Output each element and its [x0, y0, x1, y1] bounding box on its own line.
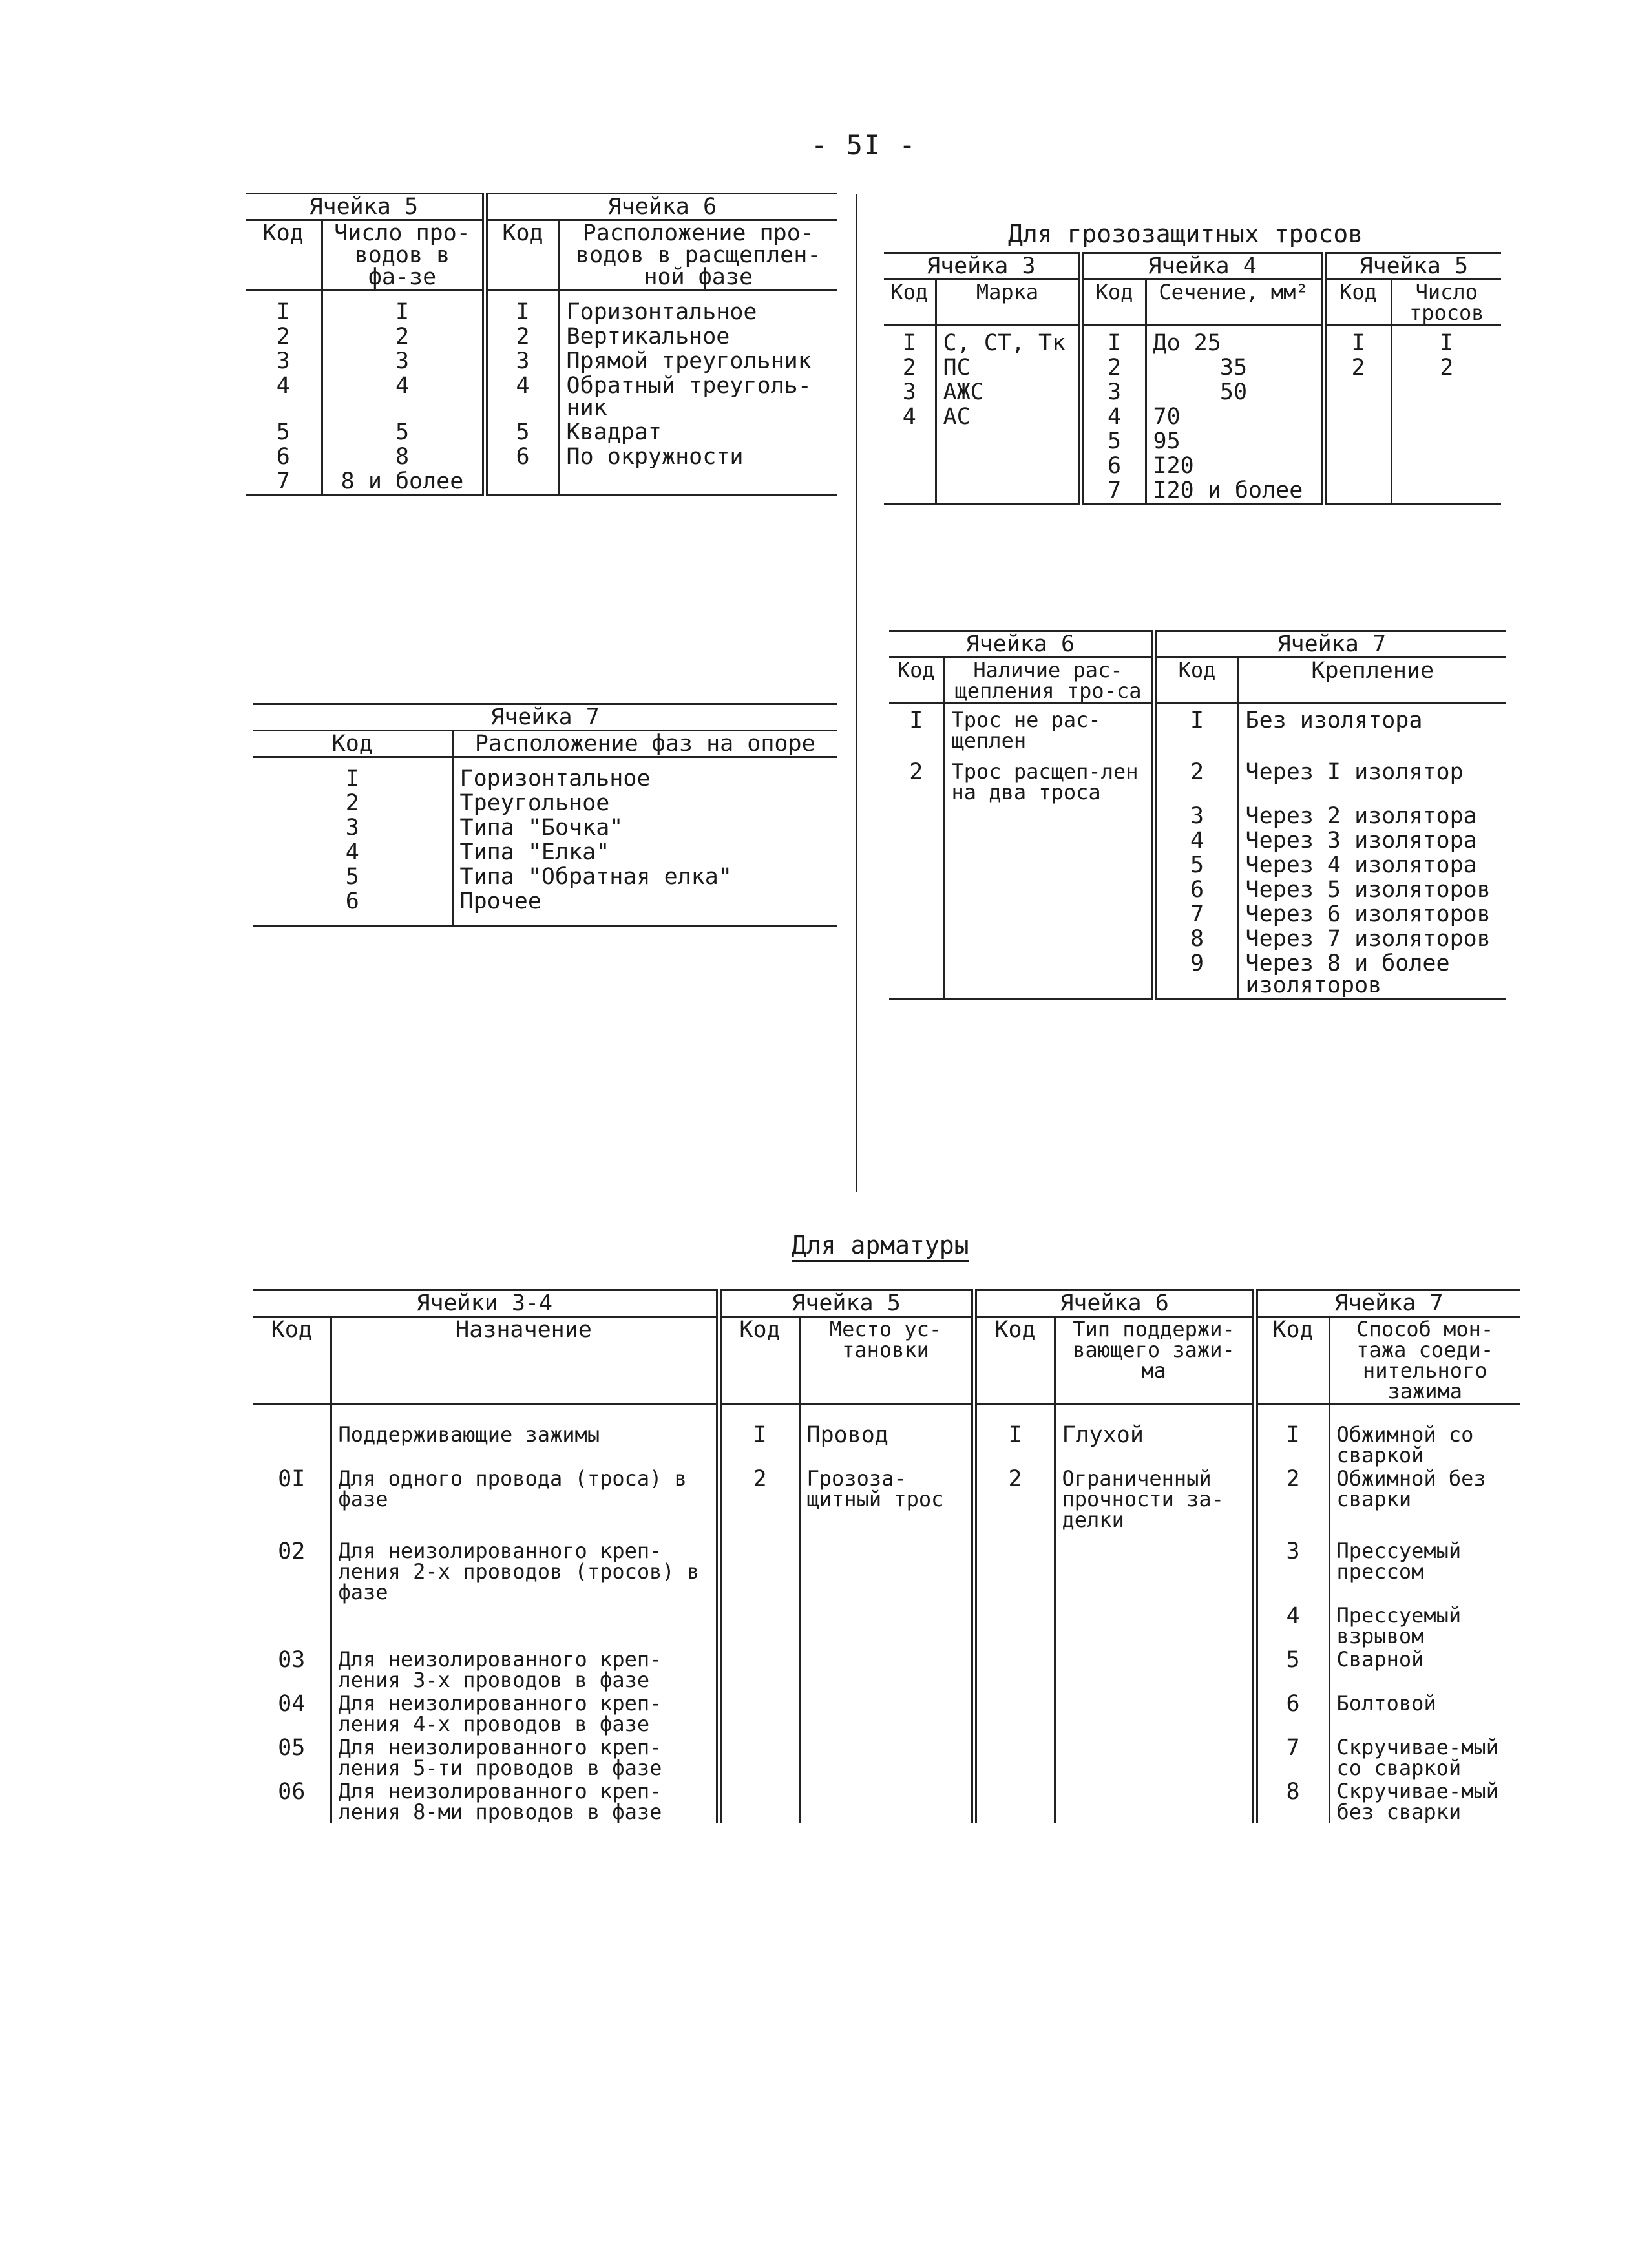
group-header: Ячейка 7 [1255, 1290, 1520, 1317]
table-row: 5 Через 4 изолятора [889, 853, 1506, 877]
table-row: 05 Для неизолированного креп-ления 5-ти проводов в фазе 7 Скручивае-мый со сваркой [253, 1736, 1520, 1780]
table-row: 6 Прочее [253, 889, 837, 927]
column-header: Код [1081, 280, 1146, 326]
table-row: 5 Типа "Обратная елка" [253, 865, 837, 889]
column-header: Код [884, 280, 936, 326]
group-header: Ячейка 4 [1081, 253, 1323, 280]
table-ground-wires [884, 252, 1501, 505]
table-row: 4 Через 3 изолятора [889, 828, 1506, 853]
group-header: Ячейка 5 [246, 194, 485, 220]
column-header: Число тросов [1391, 280, 1501, 326]
table-row: 9 Через 8 и более изоляторов [889, 951, 1506, 999]
column-header: Код [253, 731, 452, 757]
table-row: 06 Для неизолированного креп-ления 8-ми проводов в фазе 8 Скручивае-мый без сварки [253, 1780, 1520, 1823]
table-row: 02 Для неизолированного креп-ления 2-х проводов (тросов) в фазе 3 Прессуемый прессом [253, 1531, 1520, 1604]
table-row: Поддерживающие зажимы I Провод I Глухой I Обжимной со сваркой [253, 1404, 1520, 1467]
table-row: 2 ПС 2 35 2 2 [884, 355, 1501, 380]
column-header: Назначение [331, 1317, 719, 1404]
table-row: 0I Для одного провода (троса) в фазе 2 Грозоза-щитный трос 2 Ограниченный прочности за-делки 2 Обжимной без сварки [253, 1467, 1520, 1531]
table-row: 4 Прессуемый взрывом [253, 1604, 1520, 1648]
column-header: Код [974, 1317, 1055, 1404]
group-header: Ячейка 3 [884, 253, 1081, 280]
table-row: 3 Типа "Бочка" [253, 815, 837, 840]
column-header: Место ус-тановки [799, 1317, 974, 1404]
group-header: Ячейка 5 [1323, 253, 1501, 280]
table-row: I Трос не рас-щеплен I Без изолятора [889, 704, 1506, 753]
table-row: 4 4 4 Обратный треуголь-ник [246, 373, 837, 420]
column-divider [856, 194, 857, 1192]
table-fittings [253, 1289, 1520, 1823]
group-header: Ячейка 7 [1154, 631, 1506, 658]
table-row: 2 Трос расщеп-лен на два троса 2 Через I изолятор [889, 752, 1506, 804]
column-header: Расположение фаз на опоре [452, 731, 837, 757]
group-header: Ячейки 3-4 [253, 1290, 719, 1317]
column-header: Код [485, 220, 559, 291]
page-number: - 5I - [811, 129, 917, 161]
column-header: Расположение про-водов в расщеплен-ной фазе [559, 220, 837, 291]
column-header: Марка [936, 280, 1081, 326]
table-row: 5 95 [884, 429, 1501, 454]
section-title: Для арматуры [792, 1231, 969, 1259]
column-header: Сечение, мм² [1146, 280, 1323, 326]
group-header: Ячейка 6 [485, 194, 837, 220]
table-row: 03 Для неизолированного креп-ления 3-х проводов в фазе 5 Сварной [253, 1648, 1520, 1692]
table-row: I Горизонтальное [253, 766, 837, 791]
table-row: 3 АЖС 3 50 [884, 380, 1501, 404]
table-row: I С, СТ, Тк I До 25 I I [884, 331, 1501, 355]
column-header: Код [889, 658, 944, 704]
column-header: Код [719, 1317, 799, 1404]
column-header: Крепление [1238, 658, 1506, 704]
group-header: Ячейка 7 [253, 704, 837, 731]
column-header: Код [1323, 280, 1391, 326]
table-split-attachment [889, 630, 1506, 1000]
table-row: I I I Горизонтальное [246, 300, 837, 324]
table-row: 4 АС 4 70 [884, 404, 1501, 429]
column-header: Способ мон-тажа соеди-нительного зажима [1329, 1317, 1520, 1404]
column-header: Код [1154, 658, 1238, 704]
table-row: 3 3 3 Прямой треугольник [246, 349, 837, 373]
column-header: Код [1255, 1317, 1329, 1404]
table-row: 8 Через 7 изоляторов [889, 927, 1506, 951]
table-row: 6 8 6 По окружности [246, 445, 837, 469]
column-header: Тип поддержи-вающего зажи-ма [1055, 1317, 1255, 1404]
table-row: 5 5 5 Квадрат [246, 420, 837, 445]
table-row: 7 8 и более [246, 469, 837, 495]
table-row: 6 Через 5 изоляторов [889, 877, 1506, 902]
column-header: Наличие рас-щепления тро-са [944, 658, 1154, 704]
column-header: Код [246, 220, 322, 291]
table-cells-5-6 [246, 193, 837, 496]
table-cell-7-phases [253, 703, 837, 927]
column-header: Код [253, 1317, 331, 1404]
table-row: 2 Треугольное [253, 791, 837, 815]
group-header: Ячейка 6 [889, 631, 1154, 658]
group-header: Ячейка 5 [719, 1290, 974, 1317]
table-row: 7 I20 и более [884, 478, 1501, 504]
table-row: 7 Через 6 изоляторов [889, 902, 1506, 927]
table-row: 04 Для неизолированного креп-ления 4-х проводов в фазе 6 Болтовой [253, 1692, 1520, 1736]
table-row: 6 I20 [884, 454, 1501, 478]
table-row: 4 Типа "Елка" [253, 840, 837, 865]
table-row: 2 2 2 Вертикальное [246, 324, 837, 349]
table-row: 3 Через 2 изолятора [889, 804, 1506, 828]
section-title: Для грозозащитных тросов [1008, 220, 1363, 248]
group-header: Ячейка 6 [974, 1290, 1255, 1317]
column-header: Число про-водов в фа-зе [322, 220, 485, 291]
